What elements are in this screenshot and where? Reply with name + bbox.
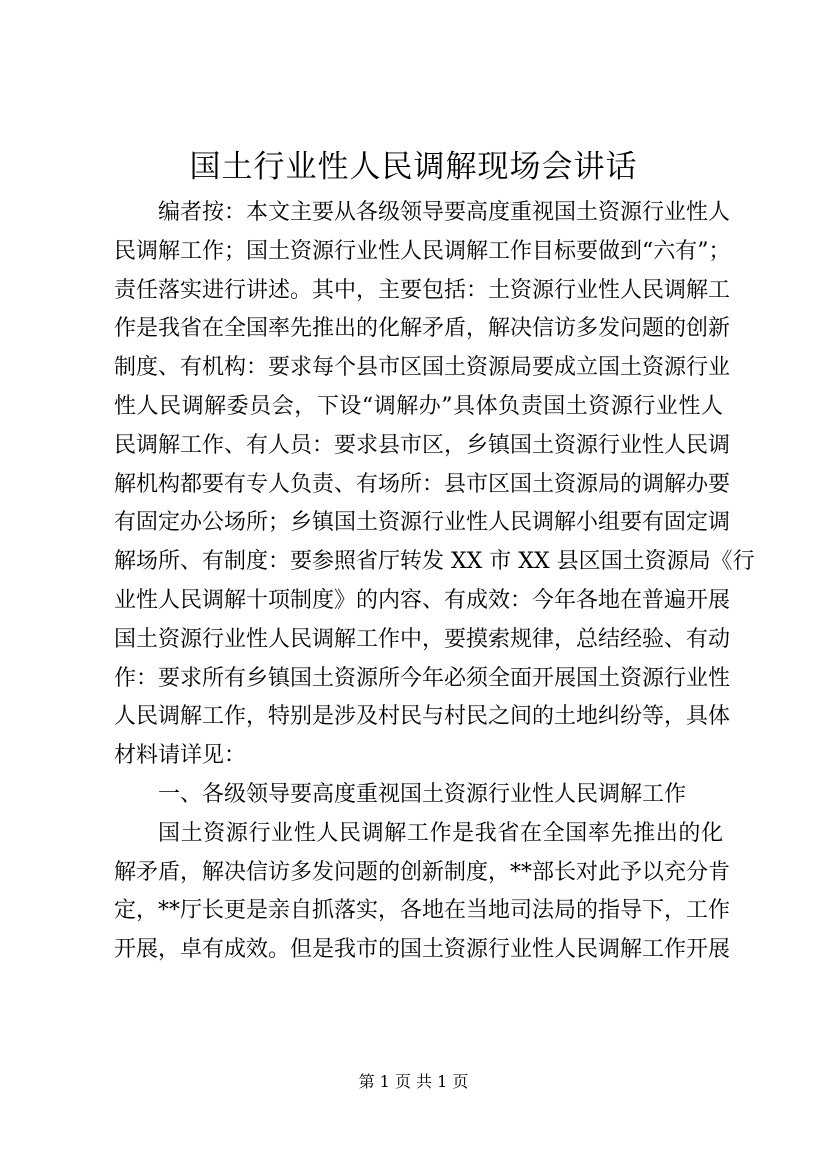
text-line: 定，**厅长更是亲自抓落实，各地在当地司法局的指导下，工作 xyxy=(114,898,731,924)
text-line: 开展，卓有成效。但是我市的国土资源行业性人民调解工作开展 xyxy=(114,937,731,963)
text-line: 民调解工作、有人员：要求县市区，乡镇国土资源行业性人民调 xyxy=(114,432,731,458)
text-line: 业性人民调解十项制度》的内容、有成效：今年各地在普遍开展 xyxy=(114,587,731,613)
text-line: 作是我省在全国率先推出的化解矛盾，解决信访多发问题的创新 xyxy=(114,316,731,342)
text-line: 编者按：本文主要从各级领导要高度重视国土资源行业性人 xyxy=(158,200,731,225)
text-line: 作：要求所有乡镇国土资源所今年必须全面开展国土资源行业性 xyxy=(114,665,731,691)
text-line: 解机构都要有专人负责、有场所：县市区国土资源局的调解办要 xyxy=(114,471,731,497)
text-line: 解矛盾，解决信访多发问题的创新制度，**部长对此予以充分肯 xyxy=(114,859,731,885)
text-line: 有固定办公场所；乡镇国土资源行业性人民调解小组要有固定调 xyxy=(114,510,731,536)
text-line: 责任落实进行讲述。其中，主要包括：土资源行业性人民调解工 xyxy=(114,277,731,303)
text-line: 国土资源行业性人民调解工作中，要摸索规律，总结经验、有动 xyxy=(114,626,731,652)
page-footer: 第 1 页 共 1 页 xyxy=(358,1072,469,1091)
document-body xyxy=(114,194,755,970)
text-line: 材料请详见： xyxy=(114,743,247,769)
text-line: 国土资源行业性人民调解工作是我省在全国率先推出的化 xyxy=(158,820,723,846)
document-title: 国土行业性人民调解现场会讲话 xyxy=(189,149,638,185)
text-line: 解场所、有制度：要参照省厅转发 XX 市 XX 县区国土资源局《行 xyxy=(114,549,755,575)
text-line: 性人民调解委员会，下设“调解办”具体负责国土资源行业性人 xyxy=(114,393,723,419)
text-line: 一、各级领导要高度重视国土资源行业性人民调解工作 xyxy=(158,781,687,807)
text-line: 民调解工作；国土资源行业性人民调解工作目标要做到“六有”； xyxy=(114,238,731,264)
text-line: 人民调解工作，特别是涉及村民与村民之间的土地纠纷等，具体 xyxy=(114,704,731,730)
text-line: 制度、有机构：要求每个县市区国土资源局要成立国土资源行业 xyxy=(114,355,731,381)
